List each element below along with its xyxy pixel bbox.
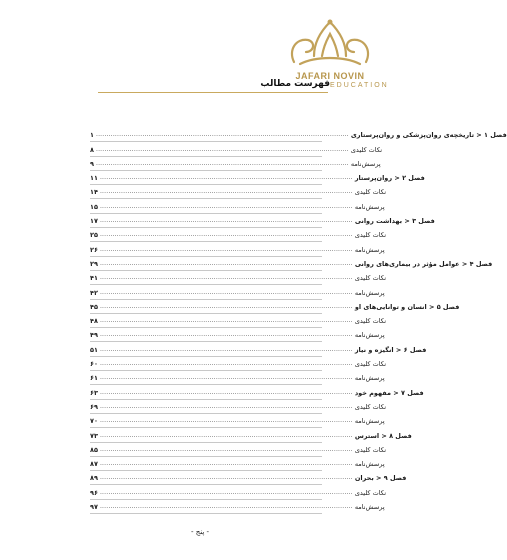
toc-chapter-row[interactable] [90,214,435,228]
toc-leader-dots: ........................................................................................................................ [99,345,353,353]
toc-page-number: ۹۷ [90,503,98,512]
toc-page-number: ۷۰ [90,417,98,426]
toc-entry-title: پرسش‌نامه [354,417,385,426]
brand-name: JAFARI NOVIN [295,71,365,81]
toc-leader-dots: ........................................................................................................................ [99,360,353,368]
toc-leader-dots: ........................................................................................................................ [99,274,353,282]
toc-section-row[interactable] [90,485,387,499]
toc-section-row[interactable] [90,199,385,213]
toc-chapter-row[interactable] [90,257,493,271]
toc-page-number: ۱ [90,131,94,140]
toc-page-number: ۱۴ [90,188,98,197]
toc-leader-dots: ........................................................................................................................ [99,259,353,267]
toc-entry-title: نکات کلیدی [354,402,387,411]
toc-chapter-row[interactable] [90,428,412,442]
toc-title: فهرست مطالب [260,79,330,89]
toc-page-number: ۲۵ [90,231,98,240]
toc-leader-dots: ........................................................................................................................ [99,288,353,296]
toc-entry-title: پرسش‌نامه [354,331,385,340]
toc-chapter-row[interactable] [90,171,425,185]
toc-entry-title: فصل ۵ < انسان و توانایی‌های او [354,302,460,311]
toc-entry-title: نکات کلیدی [354,188,387,197]
toc-leader-dots: ........................................................................................................................ [99,460,353,468]
crown-emblem-icon [280,16,380,72]
toc-leader-dots: ........................................................................................................................ [99,217,353,225]
toc-page-number: ۷۳ [90,431,98,440]
toc-leader-dots: ........................................................................................................................ [99,188,353,196]
table-of-contents [90,128,507,514]
toc-entry-title: نکات کلیدی [354,488,387,497]
toc-page-number: ۵۱ [90,345,98,354]
toc-leader-dots: ........................................................................................................................ [99,374,353,382]
toc-entry-title: فصل ۲ < روان‌پرستار [354,174,425,183]
toc-leader-dots: ........................................................................................................................ [99,431,353,439]
toc-leader-dots: ........................................................................................................................ [99,317,353,325]
toc-section-row[interactable] [90,400,387,414]
toc-section-row[interactable] [90,443,387,457]
toc-chapter-row[interactable] [90,128,507,142]
toc-entry-title: نکات کلیدی [354,360,387,369]
toc-page-number: ۴۸ [90,317,98,326]
toc-page-number: ۶۱ [90,374,98,383]
toc-entry-title: فصل ۴ < عوامل مؤثر در بیماری‌های روانی [354,259,493,268]
toc-section-row[interactable] [90,314,387,328]
toc-leader-dots: ........................................................................................................................ [99,474,353,482]
toc-chapter-row[interactable] [90,342,427,356]
toc-section-row[interactable] [90,500,385,514]
toc-entry-title: پرسش‌نامه [354,374,385,383]
toc-entry-title: فصل ۸ < استرس [354,431,412,440]
toc-page-number: ۲۶ [90,245,98,254]
toc-chapter-row[interactable] [90,471,407,485]
toc-page-number: ۸۷ [90,460,98,469]
toc-entry-title: فصل ۷ < مفهوم خود [354,388,424,397]
toc-leader-dots: ........................................................................................................................ [99,503,353,511]
toc-leader-dots: ........................................................................................................................ [99,445,353,453]
toc-section-row[interactable] [90,228,387,242]
toc-entry-title: پرسش‌نامه [354,202,385,211]
toc-entry-title: نکات کلیدی [354,445,387,454]
toc-chapter-row[interactable] [90,300,460,314]
toc-entry-title: نکات کلیدی [354,274,387,283]
toc-section-row[interactable] [90,414,385,428]
toc-page-number: ۱۱ [90,174,98,183]
toc-page-number: ۹ [90,159,94,168]
toc-page-number: ۱۷ [90,217,98,226]
toc-page-number: ۸۵ [90,445,98,454]
toc-section-row[interactable] [90,457,385,471]
toc-leader-dots: ........................................................................................................................ [95,159,349,167]
toc-leader-dots: ........................................................................................................................ [95,131,349,139]
toc-entry-title: فصل ۱ < تاریخچه‌ی روان‌پزشکی و روان‌پرستاری [350,131,507,140]
toc-leader-dots: ........................................................................................................................ [99,174,353,182]
header-divider [98,92,328,93]
toc-page-number: ۶۰ [90,360,98,369]
toc-leader-dots: ........................................................................................................................ [99,488,353,496]
toc-entry-title: نکات کلیدی [350,145,383,154]
toc-leader-dots: ........................................................................................................................ [99,245,353,253]
toc-page-number: ۴۹ [90,331,98,340]
toc-leader-dots: ........................................................................................................................ [95,145,349,153]
toc-entry-title: فصل ۹ < بحران [354,474,407,483]
toc-page-number: ۴۲ [90,288,98,297]
toc-leader-dots: ........................................................................................................................ [99,302,353,310]
toc-entry-title: پرسش‌نامه [354,245,385,254]
toc-leader-dots: ........................................................................................................................ [99,231,353,239]
toc-entry-title: نکات کلیدی [354,231,387,240]
toc-page-number: ۸۹ [90,474,98,483]
toc-page-number: ۱۵ [90,202,98,211]
brand-logo [280,16,380,88]
toc-section-row[interactable] [90,357,387,371]
toc-leader-dots: ........................................................................................................................ [99,417,353,425]
toc-section-row[interactable] [90,185,387,199]
toc-entry-title: فصل ۳ < بهداشت روانی [354,217,435,226]
toc-entry-title: پرسش‌نامه [350,159,381,168]
toc-page-number: ۶۳ [90,388,98,397]
toc-page-number: ۴۵ [90,302,98,311]
toc-page-number: ۶۹ [90,402,98,411]
toc-leader-dots: ........................................................................................................................ [99,202,353,210]
brand-subtitle: EDUCATION [330,82,389,89]
toc-leader-dots: ........................................................................................................................ [99,331,353,339]
toc-leader-dots: ........................................................................................................................ [99,388,353,396]
toc-page-number: ۸ [90,145,94,154]
toc-section-row[interactable] [90,271,387,285]
page-number-footer: - پنج - [190,528,210,536]
toc-chapter-row[interactable] [90,385,424,399]
toc-section-row[interactable] [90,242,385,256]
toc-page-number: ۴۱ [90,274,98,283]
toc-section-row[interactable] [90,285,385,299]
toc-section-row[interactable] [90,157,381,171]
toc-page-number: ۹۶ [90,488,98,497]
toc-entry-title: فصل ۶ < انگیزه و نیاز [354,345,427,354]
toc-section-row[interactable] [90,142,383,156]
toc-page-number: ۲۹ [90,259,98,268]
toc-entry-title: پرسش‌نامه [354,503,385,512]
toc-section-row[interactable] [90,371,385,385]
toc-entry-title: نکات کلیدی [354,317,387,326]
toc-entry-title: پرسش‌نامه [354,460,385,469]
toc-leader-dots: ........................................................................................................................ [99,402,353,410]
toc-entry-title: پرسش‌نامه [354,288,385,297]
toc-section-row[interactable] [90,328,385,342]
